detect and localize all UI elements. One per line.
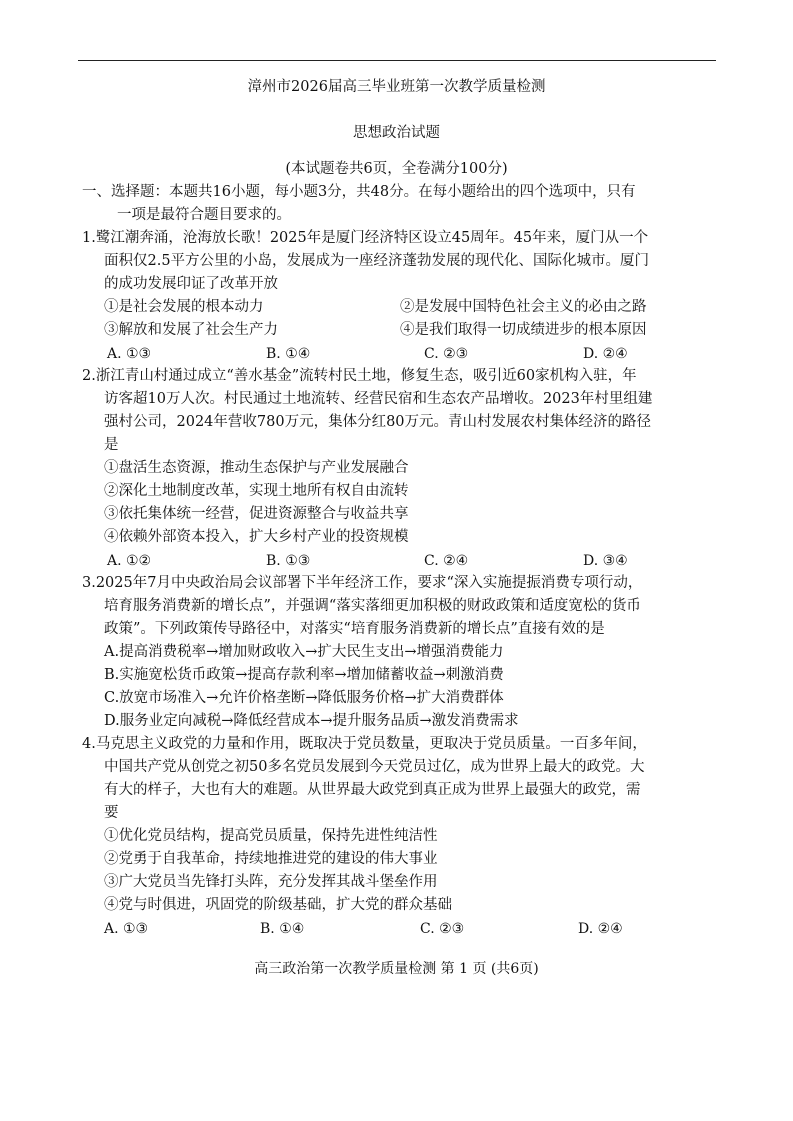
q2-choice-d: D. ③④: [583, 553, 628, 569]
q4-stem-1: 4.马克思主义政党的力量和作用，既取决于党员数量，更取决于党员质量。一百多年间，: [82, 736, 647, 752]
q1-item-3: ③解放和发展了社会生产力: [104, 322, 278, 338]
q4-choice-b: B. ①④: [260, 921, 305, 937]
q1-stem-1: 1.鹭江潮奔涌，沧海放长歌！2025年是厦门经济特区设立45周年。45年来，厦门从一个: [82, 230, 649, 246]
q3-stem-2: 培育服务消费新的增长点”，并强调“落实落细更加积极的财政政策和适度宽松的货币: [104, 598, 641, 614]
q2-stem-3: 强村公司，2024年营收780万元，集体分红80万元。青山村发展农村集体经济的路径: [104, 414, 652, 430]
q2-item-3: ③依托集体统一经营，促进资源整合与收益共享: [104, 506, 409, 522]
page-footer: 高三政治第一次教学质量检测 第 1 页 (共6页): [254, 961, 539, 977]
subject-title: 思想政治试题: [353, 125, 440, 141]
q4-item-3: ③广大党员当先锋打头阵，充分发挥其战斗堡垒作用: [104, 874, 438, 890]
section-heading: 一、选择题：本题共16小题，每小题3分，共48分。在每小题给出的四个选项中，只有: [82, 184, 636, 200]
q1-item-4: ④是我们取得一切成绩进步的根本原因: [400, 322, 647, 338]
q4-item-1: ①优化党员结构，提高党员质量，保持先进性纯洁性: [104, 828, 438, 844]
q1-choice-c: C. ②③: [424, 346, 469, 362]
q1-choice-b: B. ①④: [266, 346, 311, 362]
q4-item-2: ②党勇于自我革命，持续地推进党的建设的伟大事业: [104, 851, 438, 867]
q3-option-c: C.放宽市场准入→允许价格垄断→降低服务价格→扩大消费群体: [104, 690, 504, 706]
q2-choice-a: A. ①②: [107, 553, 152, 569]
q2-item-4: ④依赖外部资本投入，扩大乡村产业的投资规模: [104, 529, 409, 545]
q1-choice-d: D. ②④: [583, 346, 628, 362]
q1-stem-3: 的成功发展印证了改革开放: [104, 276, 278, 292]
top-rule: [78, 60, 716, 61]
q1-choice-a: A. ①③: [107, 346, 152, 362]
q4-choice-d: D. ②④: [578, 921, 623, 937]
q3-option-b: B.实施宽松货币政策→提高存款利率→增加储蓄收益→刺激消费: [104, 667, 504, 683]
q2-item-2: ②深化土地制度改革，实现土地所有权自由流转: [104, 483, 409, 499]
q2-stem-1: 2.浙江青山村通过成立“善水基金”流转村民土地，修复生态，吸引近60家机构入驻，年: [82, 368, 637, 384]
q4-stem-4: 要: [104, 805, 119, 821]
q3-option-d: D.服务业定向减税→降低经营成本→提升服务品质→激发消费需求: [104, 713, 519, 729]
q2-choice-c: C. ②④: [424, 553, 469, 569]
q4-choice-c: C. ②③: [420, 921, 465, 937]
q1-stem-2: 面积仅2.5平方公里的小岛，发展成为一座经济蓬勃发展的现代化、国际化城市。厦门: [104, 253, 650, 269]
exam-title: 漳州市2026届高三毕业班第一次教学质量检测: [247, 79, 546, 95]
q2-choice-b: B. ①③: [266, 553, 311, 569]
q4-stem-2: 中国共产党从创党之初50多名党员发展到今天党员过亿，成为世界上最大的政党。大: [104, 759, 645, 775]
q4-item-4: ④党与时俱进，巩固党的阶级基础，扩大党的群众基础: [104, 897, 452, 913]
q3-stem-1: 3.2025年7月中央政治局会议部署下半年经济工作，要求“深入实施提振消费专项行动，: [82, 575, 643, 591]
q2-stem-2: 访客超10万人次。村民通过土地流转、经营民宿和生态农产品增收。2023年村里组建: [104, 391, 653, 407]
q3-option-a: A.提高消费税率→增加财政收入→扩大民生支出→增强消费能力: [104, 644, 504, 660]
q2-item-1: ①盘活生态资源，推动生态保护与产业发展融合: [104, 460, 409, 476]
exam-note: (本试题卷共6页，全卷满分100分): [285, 161, 508, 177]
section-heading-cont: 一项是最符合题目要求的。: [117, 207, 291, 223]
q1-item-2: ②是发展中国特色社会主义的必由之路: [400, 299, 647, 315]
q2-stem-4: 是: [104, 437, 119, 453]
q3-stem-3: 政策”。下列政策传导路径中，对落实“培育服务消费新的增长点”直接有效的是: [104, 621, 605, 637]
q4-stem-3: 有大的样子，大也有大的难题。从世界最大政党到真正成为世界上最强大的政党，需: [104, 782, 641, 798]
q1-item-1: ①是社会发展的根本动力: [104, 299, 264, 315]
q4-choice-a: A. ①③: [104, 921, 149, 937]
